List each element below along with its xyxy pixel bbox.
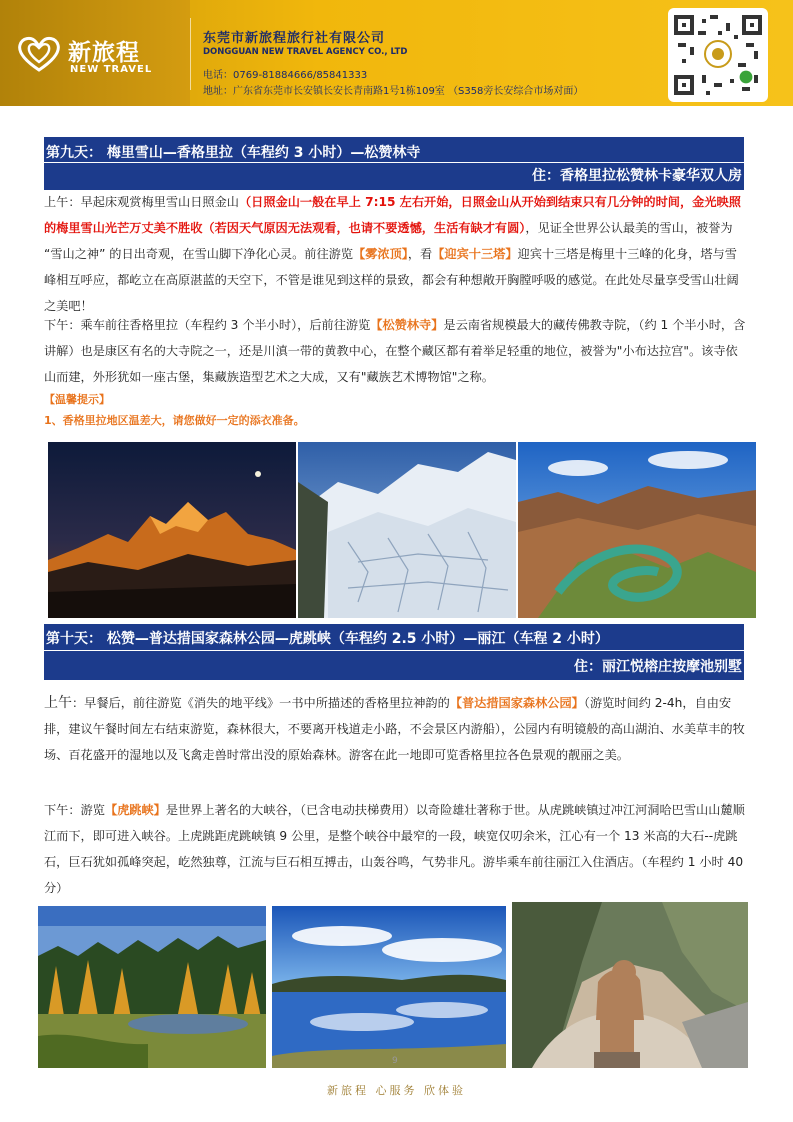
day10-am-text2: （游览时间约 2-4h，自由安排，建议午餐时间左右结束游览，森林很大，不要离开栈道走小路，不会景区内游船），公园内有明镜般的高山湖泊、水美草丰的牧场、百花盛开的湿地以及飞禽走兽时常出没的原始森林。游客在此一地即可览香格里拉各色景观的靓丽之美。 [44, 696, 745, 762]
day9-title-bar [44, 137, 744, 190]
company-phone: 电话：0769-81884666/85841333 [203, 70, 368, 81]
day9-am-text1: ，见证全世界公认最美的雪山，被誉为 “雪山之神” 的日出奇观，在雪山脚下净化心灵。前往游览 [44, 221, 733, 261]
day10-title-bar [44, 624, 744, 680]
day9-pm-text: 是云南省规模最大的藏传佛教寺院，（约 1 个半小时，含讲解）也是康区有名的大寺院之一，还是川滇一带的黄教中心，在整个藏区都有着举足轻重的地位，被誉为"小布达拉宫"。该寺依山而建，外形犹如一座古堡，集藏族造型艺术之大成，又有"藏族艺术博物馆"之称。 [44, 318, 746, 384]
day10-afternoon-paragraph [44, 797, 748, 901]
day10-pm-text: 是世界上著名的大峡谷，（已含电动扶梯费用）以奇险雄壮著称于世。从虎跳峡镇过冲江河洞哈巴雪山山麓顺江而下，即可进入峡谷。上虎跳距虎跳峡镇 9 公里，是整个峡谷中最窄的一段，峡宽仅叨余米，江心有一个 13 米高的大石--虎跳石，巨石犹如孤峰突起，屹然独尊，江流与巨石相互搏击，山轰谷鸣，气势非凡。游毕乘车前往丽江入住酒店。（车程约 1 小时 40 分） [44, 803, 745, 895]
day10-am-prefix: 上午 [44, 695, 72, 711]
day10-pm-prefix: 下午：游览 [44, 803, 105, 817]
day9-am-notice: （日照金山一般在早上 7:15 左右开始，日照金山从开始到结束只有几分钟的时间，金光映照的梅里雪山光芒万丈美不胜收（若因天气原因无法观看，也请不要透憾，生活有缺才有圆） [44, 195, 741, 235]
photo-tiger-leaping-gorge [512, 902, 748, 1068]
day10-am-spot: 【普达措国家森林公园】 [449, 696, 584, 710]
photo-river-bend [518, 442, 756, 618]
day9-pm-prefix: 下午：乘车前往香格里拉（车程约 3 个半小时），后前往游览 [44, 318, 371, 332]
photo-glacier [298, 442, 516, 618]
photo-autumn-forest [38, 906, 266, 1068]
heart-logo-icon [16, 34, 62, 74]
company-name-en: DONGGUAN NEW TRAVEL AGENCY CO., LTD [203, 47, 408, 57]
day9-hotel: 住：香格里拉松赞林卡豪华双人房 [532, 168, 742, 184]
day10-hotel: 住：丽江悦榕庄按摩池别墅 [574, 659, 742, 675]
day10-bar-separator [44, 650, 744, 651]
day9-am-spot2: 【迎宾十三塔】 [432, 247, 518, 261]
day9-title: 第九天： 梅里雪山—香格里拉（车程约 3 小时）—松赞林寺 [46, 145, 421, 161]
logo-text-en: NEW TRAVEL [70, 64, 153, 75]
day9-am-text3: 迎宾十三塔是梅里十三峰的化身，塔与雪峰相互呼应，都屹立在高原湛蓝的天空下，不管是谁见到这样的景致，都会有种想敞开胸膛呼吸的感觉。在此处尽量享受雪山壮阔之美吧！ [44, 247, 739, 313]
logo-block [0, 0, 190, 106]
photo-lake-reflection [272, 906, 506, 1068]
day9-am-spot1: 【雾浓顶】 [353, 247, 408, 261]
footer-slogan: 新旅程 心服务 欣体验 [327, 1084, 466, 1097]
header-divider [190, 18, 191, 90]
day9-bar-separator [44, 162, 744, 163]
day9-tip-title: 【温馨提示】 [44, 393, 110, 406]
qr-code-icon [668, 8, 768, 102]
day10-title: 第十天： 松赞—普达措国家森林公园—虎跳峡（车程约 2.5 小时）—丽江（车程 2 小时） [46, 631, 609, 647]
photo-meili-sunrise [48, 442, 296, 618]
day9-am-text2: ，看 [407, 247, 433, 261]
qr-logo-icon [704, 40, 732, 68]
day10-morning-paragraph [44, 690, 748, 768]
day9-tip-text: 1、香格里拉地区温差大，请您做好一定的添衣准备。 [44, 414, 305, 427]
day9-afternoon-paragraph [44, 312, 748, 390]
day9-morning-paragraph [44, 189, 748, 319]
day10-am-text1: ：早餐后，前往游览《消失的地平线》一书中所描述的香格里拉神韵的 [72, 696, 450, 710]
page-header [0, 0, 793, 106]
day10-pm-spot: 【虎跳峡】 [104, 803, 166, 817]
page-number: 9 [392, 1056, 398, 1066]
day9-pm-spot: 【松赞林寺】 [370, 318, 444, 332]
company-name-cn: 东莞市新旅程旅行社有限公司 [203, 31, 386, 46]
logo-text-cn: 新旅程 [68, 40, 140, 66]
company-address: 地址：广东省东莞市长安镇长安长青南路1号1栋109室 （S358旁长安综合市场对面） [203, 86, 584, 97]
day9-am-prefix: 上午：早起床观赏梅里雪山日照金山 [44, 195, 239, 209]
